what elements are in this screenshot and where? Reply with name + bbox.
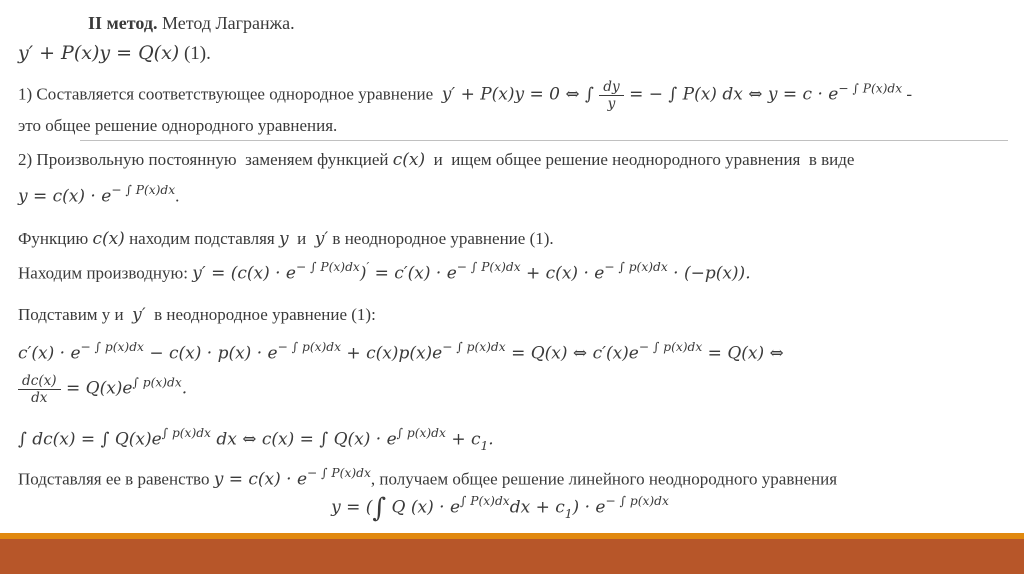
text-segment: в неоднородное уравнение (1). [328, 229, 554, 248]
slide-title [88, 12, 295, 35]
text-segment: это общее решение однородного уравнения. [18, 116, 338, 135]
superscript-segment: − ∫ p(x)dx [604, 260, 668, 274]
math-segment: . [181, 378, 188, 399]
math-segment: c(x) [392, 150, 426, 170]
text-segment: находим подставляя [124, 229, 279, 248]
math-segment: dx ⇔ c(x) = ∫ Q(x) · e [210, 429, 397, 450]
text-segment: Подставим у и [18, 305, 133, 324]
math-segment: y = ( [331, 497, 373, 518]
text-segment: в неоднородное уравнение (1): [145, 305, 376, 324]
superscript-segment: − ∫ P(x)dx [307, 466, 371, 480]
math-segment: = Q(x) ⇔ c′(x)e [505, 343, 639, 364]
superscript-segment: − ∫ P(x)dx [111, 183, 176, 197]
superscript-segment: ∫ p(x)dx [132, 375, 182, 390]
final-text-line [18, 466, 837, 491]
text-segment: Метод Лагранжа. [157, 13, 295, 33]
superscript-segment: − ∫ p(x)dx [638, 340, 703, 354]
math-segment: = − ∫ P(x) dx ⇔ y = c · e [623, 84, 839, 105]
step-2-text-line [18, 149, 854, 171]
substitution-equation [18, 340, 784, 365]
math-segment: = Q(x) ⇔ [702, 343, 784, 364]
substitute-text [18, 304, 376, 326]
text-segment: Находим производную: [18, 263, 193, 283]
math-segment: y′ [314, 229, 329, 249]
superscript-segment: − ∫ P(x)dx [456, 260, 521, 274]
superscript-segment: − ∫ P(x)dx [838, 81, 903, 96]
subscript-segment: 1 [480, 438, 489, 453]
bold-text-segment: II метод. [88, 13, 158, 33]
fraction: $\frac{dc(x)}{dx}$ [18, 374, 61, 406]
math-segment: y [278, 229, 289, 249]
math-segment: c′(x) · e [18, 343, 81, 364]
math-segment: c(x) [92, 229, 125, 249]
math-segment: y = c(x) · e [18, 186, 112, 207]
math-segment: y′ = (c(x) · e [192, 263, 296, 284]
superscript-segment: − ∫ p(x)dx [605, 494, 669, 508]
superscript-segment: − ∫ P(x)dx [296, 260, 360, 274]
text-segment: . [175, 186, 180, 206]
subscript-segment: 1 [564, 506, 573, 521]
text-segment: Функцию [18, 229, 93, 248]
equation-linear-ode [18, 42, 211, 66]
general-solution-formula [0, 494, 1000, 522]
math-segment: = c′(x) · e [369, 263, 457, 284]
math-segment: + c(x)p(x)e [341, 343, 443, 364]
superscript-segment: ′ [366, 260, 370, 274]
text-segment: - [902, 84, 913, 104]
section-divider [80, 140, 1008, 141]
text-segment: (1). [179, 43, 211, 64]
superscript-segment: ∫ P(x)dx [460, 494, 510, 508]
math-segment: . [488, 429, 494, 450]
math-segment: + c [445, 429, 481, 450]
text-segment: 2) Произвольную постоянную заменяем функцией [18, 150, 393, 169]
bottom-band [0, 539, 1024, 574]
text-segment: 1) Составляется соответствующее однородное уравнение [18, 84, 442, 104]
superscript-segment: ∫ p(x)dx [396, 426, 446, 440]
step-1-conclusion-line [18, 115, 337, 136]
derivative-formula [18, 260, 751, 285]
math-segment: y′ [132, 305, 146, 325]
text-segment: и ищем общее решение неоднородного уравнения в виде [425, 150, 855, 169]
math-segment: + c(x) · e [520, 263, 605, 284]
ansatz-formula [18, 183, 179, 208]
math-segment: ) [359, 263, 367, 284]
step-1-homogeneous-line [18, 80, 912, 112]
text-segment: и [288, 229, 315, 248]
function-cx-text [18, 228, 554, 250]
math-segment: · (−p(x)). [667, 263, 751, 284]
big-integral-glyph: ∫ [372, 493, 387, 524]
math-segment: y′ + P(x)y = 0 ⇔ ∫ [441, 84, 600, 105]
superscript-segment: − ∫ p(x)dx [442, 340, 506, 354]
math-segment: = Q(x)e [60, 378, 133, 399]
math-segment: − c(x) · p(x) · e [143, 343, 278, 364]
math-segment: ∫ dc(x) = ∫ Q(x)e [18, 429, 162, 450]
math-segment: y = c(x) · e [213, 469, 308, 490]
text-segment: Подставляя ее в равенство [18, 469, 214, 489]
superscript-segment: ∫ p(x)dx [161, 426, 211, 440]
integration-equation [18, 426, 494, 454]
fraction: $\frac{dy}{y}$ [599, 80, 623, 112]
dcdx-equation [18, 374, 187, 406]
superscript-segment: − ∫ p(x)dx [277, 340, 342, 354]
math-segment: y′ + P(x)y = Q(x) [18, 42, 180, 64]
math-segment: dx + c [509, 497, 565, 518]
superscript-segment: − ∫ p(x)dx [80, 340, 144, 354]
math-segment: Q (x) · e [386, 497, 461, 518]
math-segment: ) · e [572, 497, 606, 518]
text-segment: , получаем общее решение линейного неоднородного уравнения [370, 469, 838, 489]
